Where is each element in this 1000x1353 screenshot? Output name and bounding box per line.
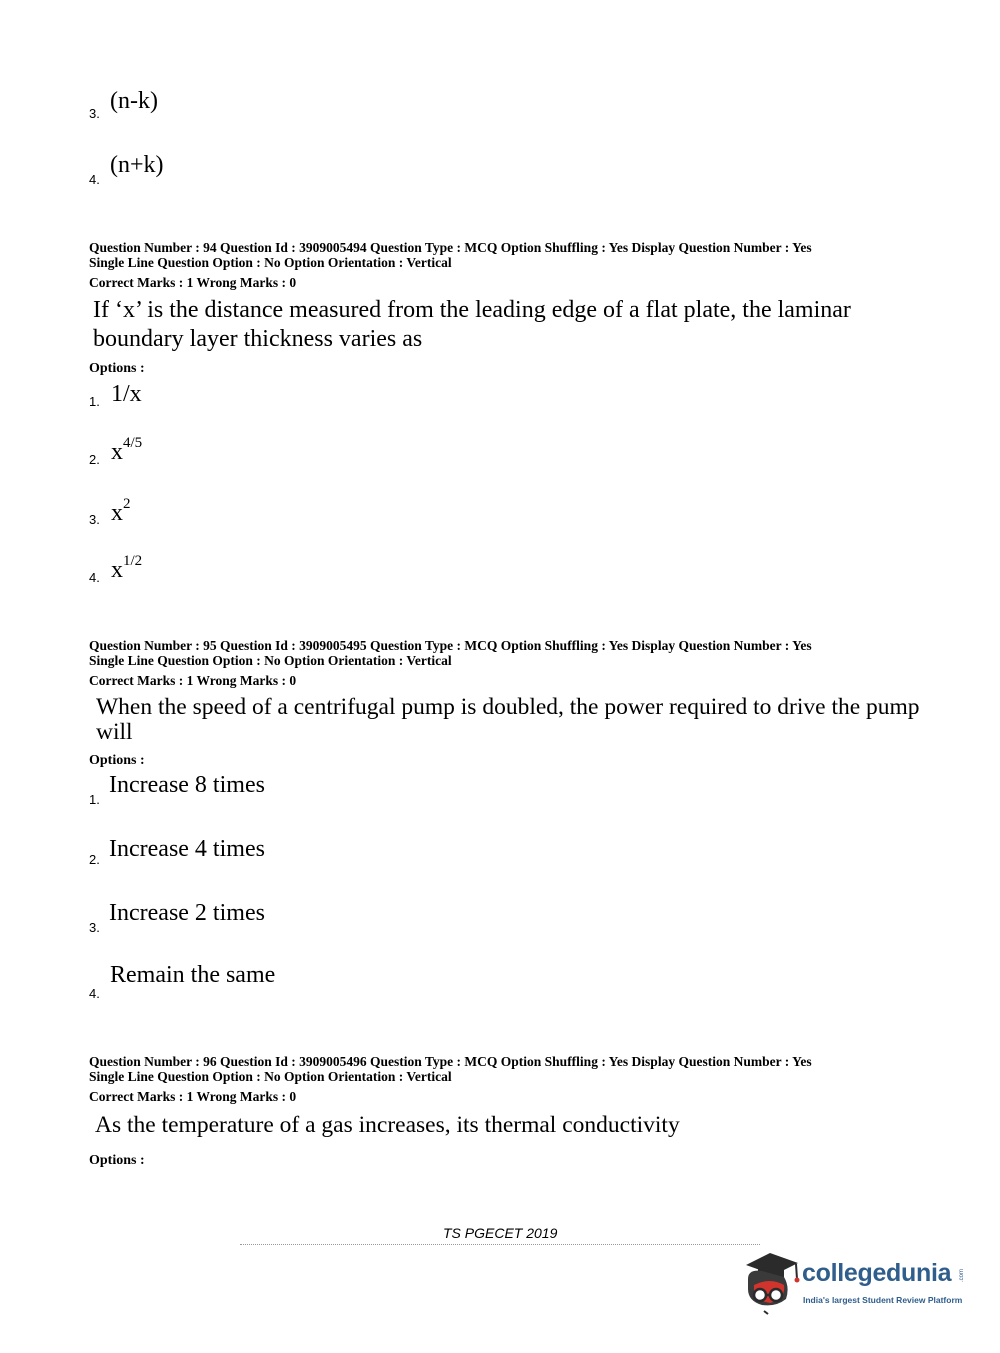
option-number: 1.: [89, 394, 100, 409]
logo-suffix: .com: [959, 1269, 965, 1283]
question-text-line1: When the speed of a centrifugal pump is doubled, the power required to drive the pump: [96, 694, 920, 720]
question-meta-line2: Single Line Question Option : No Option Orientation : Vertical: [89, 653, 452, 668]
option-text: Increase 2 times: [109, 900, 265, 926]
question-text-line2: boundary layer thickness varies as: [93, 326, 423, 352]
options-label: Options :: [89, 1153, 145, 1168]
question-text-line1: If ‘x’ is the distance measured from the leading edge of a flat plate, the laminar: [93, 297, 851, 323]
collegedunia-logo: [740, 1247, 970, 1317]
option-text: Increase 8 times: [109, 772, 265, 798]
option-text: Increase 4 times: [109, 836, 265, 862]
question-meta-line1: Question Number : 95 Question Id : 3909005495 Question Type : MCQ Option Shuffling : Yes Display Question Number : Yes: [89, 638, 812, 653]
option-number: 4.: [89, 172, 100, 187]
logo-tagline: India's largest Student Review Platform: [803, 1295, 963, 1305]
question-marks: Correct Marks : 1 Wrong Marks : 0: [89, 275, 297, 290]
option-text: $x^2$: [111, 496, 131, 526]
option-text: $x^{4/5}$: [111, 435, 143, 465]
option-number: 1.: [89, 792, 100, 807]
question-meta-line1: Question Number : 94 Question Id : 3909005494 Question Type : MCQ Option Shuffling : Yes Display Question Number : Yes: [89, 240, 812, 255]
question-text-line1: As the temperature of a gas increases, its thermal conductivity: [95, 1112, 680, 1138]
option-number: 4.: [89, 570, 100, 585]
options-label: Options :: [89, 361, 145, 376]
question-meta-line2: Single Line Question Option : No Option Orientation : Vertical: [89, 1069, 452, 1084]
option-number: 2.: [89, 852, 100, 867]
question-meta-line2: Single Line Question Option : No Option Orientation : Vertical: [89, 255, 452, 270]
question-meta-line1: Question Number : 96 Question Id : 3909005496 Question Type : MCQ Option Shuffling : Yes Display Question Number : Yes: [89, 1054, 812, 1069]
option-number: 3.: [89, 106, 100, 121]
footer-divider: [240, 1244, 760, 1245]
option-text: (n-k): [110, 88, 158, 114]
footer-exam-name: TS PGECET 2019: [443, 1225, 558, 1241]
logo-wordmark: collegedunia: [802, 1259, 952, 1287]
mascot-icon: [740, 1247, 802, 1315]
option-number: 3.: [89, 512, 100, 527]
options-label: Options :: [89, 753, 145, 768]
option-number: 3.: [89, 920, 100, 935]
option-text: 1/x: [111, 381, 142, 407]
option-number: 2.: [89, 452, 100, 467]
option-number: 4.: [89, 986, 100, 1001]
question-text-line2: will: [96, 719, 133, 745]
option-text: $x^{1/2}$: [111, 553, 143, 583]
option-text: (n+k): [110, 152, 164, 178]
question-marks: Correct Marks : 1 Wrong Marks : 0: [89, 673, 297, 688]
question-marks: Correct Marks : 1 Wrong Marks : 0: [89, 1089, 297, 1104]
option-text: Remain the same: [110, 962, 276, 988]
